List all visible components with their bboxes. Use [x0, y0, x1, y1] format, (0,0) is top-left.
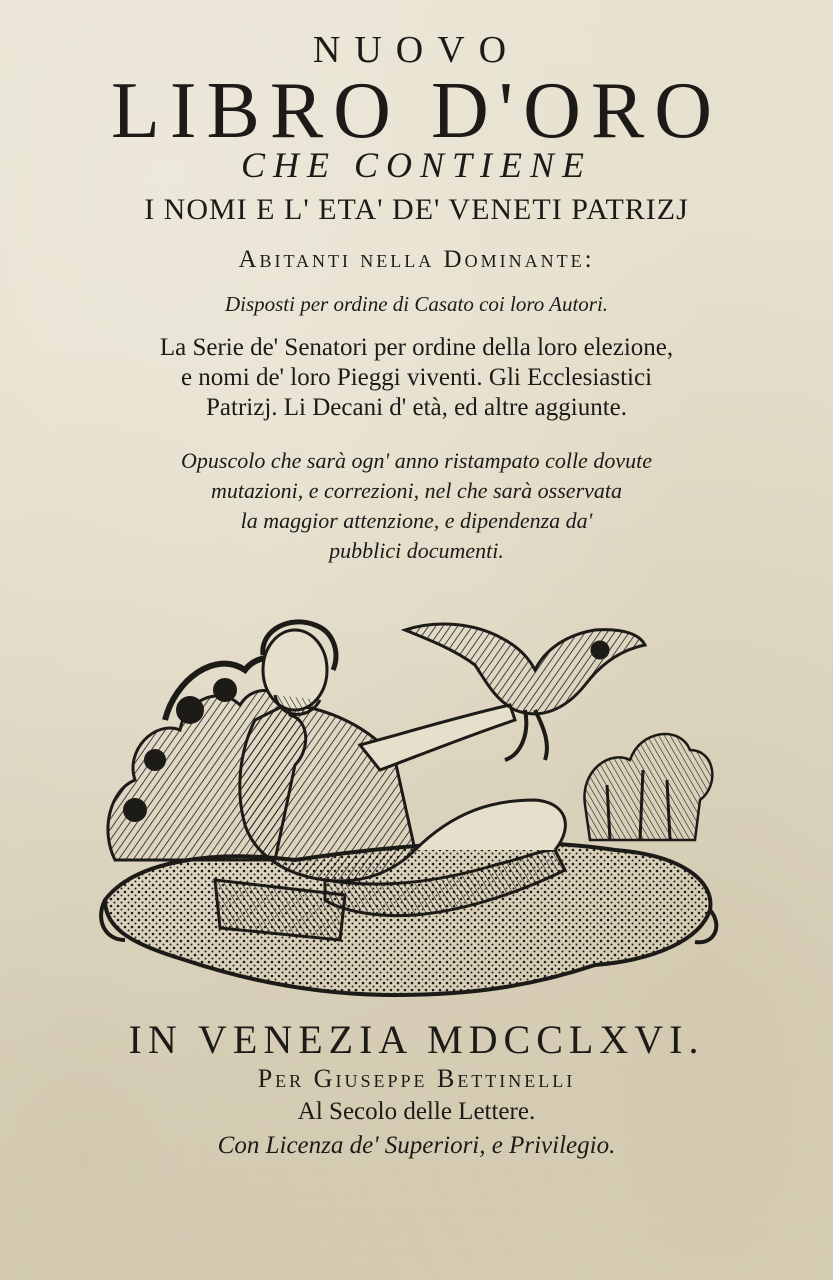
title-libro-doro: LIBRO D'ORO: [110, 67, 723, 155]
description-line: e nomi de' loro Pieggi viventi. Gli Ecclesiastici: [180, 364, 653, 391]
imprint-license: Con Licenza de' Superiori, e Privilegio.: [217, 1132, 616, 1159]
ground: [105, 843, 710, 995]
river-god-eagle-icon: [95, 610, 725, 1005]
imprint-shop: Al Secolo delle Lettere.: [297, 1098, 536, 1125]
subtitle-disposti: Disposti per ordine di Casato coi loro Autori.: [224, 292, 609, 316]
right-trees: [584, 734, 712, 840]
notice-line: pubblici documenti.: [329, 538, 504, 563]
notice-line: mutazioni, e correzioni, nel che sarà osservata: [210, 478, 623, 503]
description-line: Patrizj. Li Decani d' età, ed altre aggiunte.: [206, 394, 627, 421]
subtitle-nomi: I NOMI E L' ETA' DE' VENETI PATRIZJ: [144, 193, 689, 226]
description-line: La Serie de' Senatori per ordine della loro elezione,: [159, 334, 674, 361]
notice-line: la maggior attenzione, e dipendenza da': [240, 508, 593, 533]
subtitle-abitanti: Abitanti nella Dominante:: [238, 246, 595, 273]
subtitle-che-contiene: CHE CONTIENE: [240, 145, 593, 185]
imprint-printer: Per Giuseppe Bettinelli: [257, 1064, 576, 1093]
title-nuovo: NUOVO: [312, 29, 521, 71]
imprint-place-date: IN VENEZIA MDCCLXVI.: [128, 1017, 705, 1062]
notice-line: Opuscolo che sarà ogn' anno ristampato colle dovute: [181, 448, 652, 473]
